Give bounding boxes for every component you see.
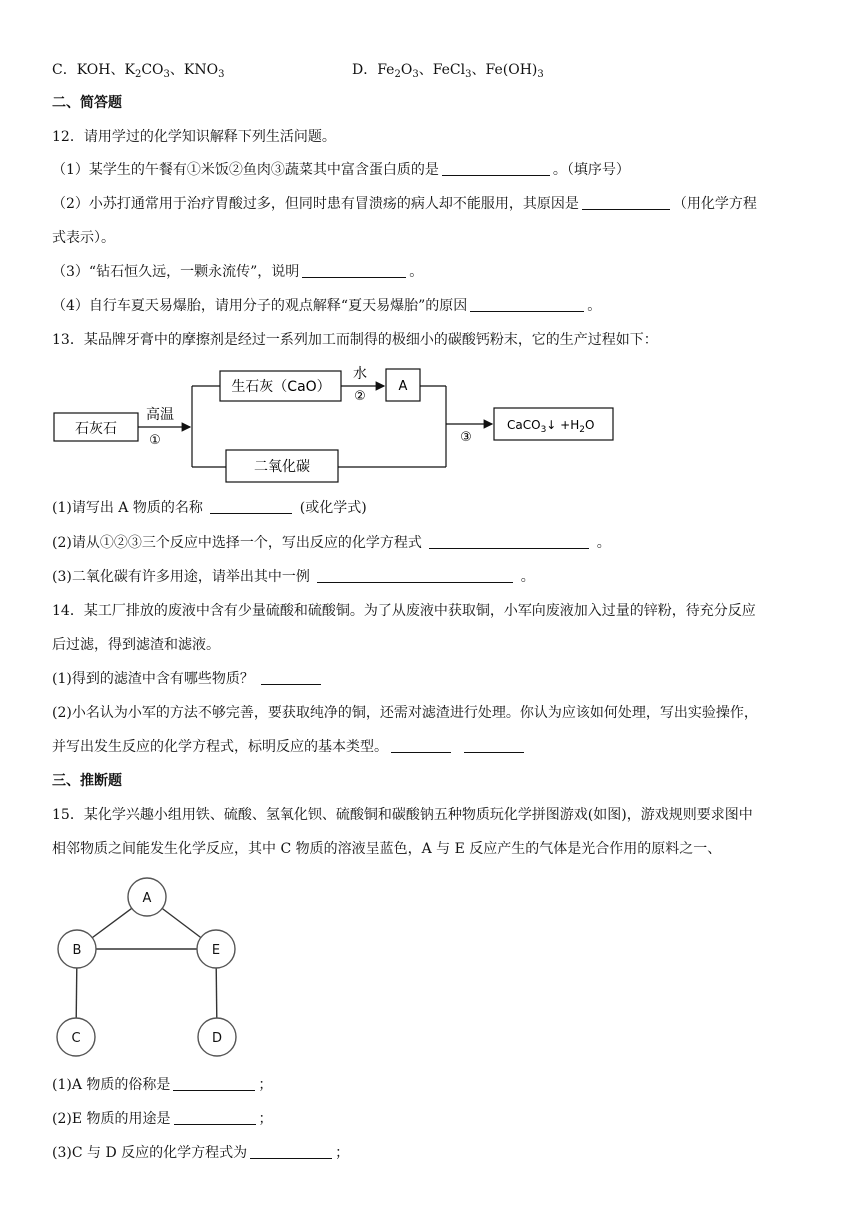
q15-stem-cont: 相邻物质之间能发生化学反应，其中 C 物质的溶液呈蓝色，A 与 E 反应产生的气体是光合作用的原料之一、 xyxy=(52,841,722,857)
q12-answer-blank-1[interactable] xyxy=(442,161,550,176)
q13-part1: (1)请写出 A 物质的名称 (或化学式) xyxy=(52,500,367,516)
q12-part3: （3）“钻石恒久远，一颗永流传”，说明 。 xyxy=(52,264,424,280)
water-label: 水 xyxy=(353,366,367,382)
q13-answer-blank-3[interactable] xyxy=(317,568,513,583)
q12-part4: （4）自行车夏天易爆胎，请用分子的观点解释“夏天易爆胎”的原因 。 xyxy=(52,298,602,314)
q14-part1: (1)得到的滤渣中含有哪些物质？ xyxy=(52,669,324,689)
section-title-short-answer: 二、简答题 xyxy=(52,95,122,111)
q13-answer-blank-2[interactable] xyxy=(429,534,589,549)
step1-label: ① xyxy=(149,433,161,448)
q14-answer-blank-3[interactable] xyxy=(464,738,524,753)
q12-answer-blank-4[interactable] xyxy=(470,297,584,312)
q12-part2: （2）小苏打通常用于治疗胃酸过多，但同时患有冒溃疡的病人却不能服用，其原因是 （用化学方程 xyxy=(52,196,757,212)
q13-stem: 13．某品牌牙膏中的摩擦剂是经过一系列加工而制得的极细小的碳酸钙粉末，它的生产过程如下： xyxy=(52,332,658,348)
option-d: D．$Fe_2O_3$、FeCl$_3$、$Fe(OH)_3$ xyxy=(352,62,544,80)
q15-part2: (2)E 物质的用途是 ； xyxy=(52,1111,273,1127)
q12-answer-blank-2[interactable] xyxy=(582,195,670,210)
q12-stem: 12．请用学过的化学知识解释下列生活问题。 xyxy=(52,129,336,145)
step3-label: ③ xyxy=(460,430,472,445)
node-b-label: B xyxy=(72,943,82,958)
node-e-label: E xyxy=(211,943,221,958)
step2-label: ② xyxy=(354,389,366,404)
q12-part1: （1）某学生的午餐有①米饭②鱼肉③蔬菜其中富含蛋白质的是 。（填序号） xyxy=(52,162,630,178)
q15-answer-blank-2[interactable] xyxy=(174,1110,256,1125)
box-a-label: A xyxy=(398,379,408,394)
product-label: CaCO$_3$↓ $+H_2O$ xyxy=(507,418,595,435)
q14-part2-cont: 并写出发生反应的化学方程式，标明反应的基本类型。 xyxy=(52,737,527,757)
q15-part3: (3)C 与 D 反应的化学方程式为 ； xyxy=(52,1145,350,1161)
node-d-label: D xyxy=(211,1031,223,1046)
limestone-label: 石灰石 xyxy=(75,421,117,437)
high-temp-label: 高温 xyxy=(146,407,174,423)
node-a-label: A xyxy=(142,891,152,906)
node-c-label: C xyxy=(71,1031,81,1046)
q15-part1: (1)A 物质的俗称是 ； xyxy=(52,1077,273,1093)
q12-answer-blank-3[interactable] xyxy=(302,263,406,278)
q15-stem: 15．某化学兴趣小组用铁、硫酸、氢氧化钡、硫酸铜和碳酸钠五种物质玩化学拼图游戏(如图)，游戏规则要求图中 xyxy=(52,807,753,823)
q14-part2: (2)小名认为小军的方法不够完善，要获取纯净的铜，还需对滤渣进行处理。你认为应该如何处理，写出实验操作， xyxy=(52,705,758,721)
q14-stem: 14．某工厂排放的废液中含有少量硫酸和硫酸铜。为了从废液中获取铜，小军向废液加入过量的锌粉，待充分反应 xyxy=(52,603,756,619)
quicklime-label: 生石灰（CaO） xyxy=(231,379,331,395)
q14-answer-blank-1[interactable] xyxy=(261,670,321,685)
option-c: C．KOH、$K_2CO_3$、$KNO_3$ xyxy=(52,62,225,80)
q13-answer-blank-1[interactable] xyxy=(210,499,292,514)
q14-answer-blank-2[interactable] xyxy=(391,738,451,753)
q15-answer-blank-1[interactable] xyxy=(173,1076,255,1091)
production-flow-diagram xyxy=(0,360,860,490)
q13-part3: (3)二氧化碳有许多用途，请举出其中一例 。 xyxy=(52,569,535,585)
q14-stem-cont: 后过滤，得到滤渣和滤液。 xyxy=(52,637,220,653)
puzzle-node-diagram xyxy=(40,866,260,1066)
q12-part2-cont: 式表示）。 xyxy=(52,230,115,246)
q13-part2: (2)请从①②③三个反应中选择一个，写出反应的化学方程式 。 xyxy=(52,535,611,551)
q15-answer-blank-3[interactable] xyxy=(250,1144,332,1159)
section-title-inference: 三、推断题 xyxy=(52,773,122,789)
co2-label: 二氧化碳 xyxy=(254,459,310,475)
